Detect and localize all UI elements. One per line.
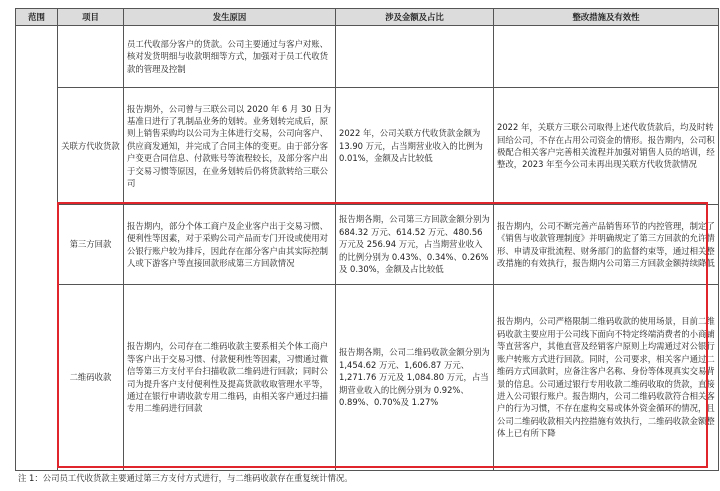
reason-cell: 报告期外，公司曾与三联公司以 2020 年 6 月 30 日为基准日进行了乳制品业务的划转。业务划转完成后，原则上销售采购均以公司为主体进行交易，公司向客户、供应商发通知，并完成了合同主体的变更。由于部分客户变更合同信息、付款账号等流程较长，及部分客户出于交易习惯等原因，在业务划转后仍将货款转给三联公司 [124,88,336,205]
item-cell: 二维码收款 [58,285,124,471]
header-measure: 整改措施及有效性 [494,9,719,26]
measure-cell [494,26,719,88]
item-cell: 关联方代收货款 [58,88,124,205]
amount-cell [336,26,494,88]
header-item: 项目 [58,9,124,26]
scope-cell [16,26,58,471]
header-reason: 发生原因 [124,9,336,26]
table-row [16,285,719,471]
table-row [16,205,719,285]
measure-cell: 报告期内，公司不断完善产品销售环节的内控管理，制定了《销售与收款管理制度》并明确规定了第三方回款的允许情形、申请及审批流程、财务部门的监督约束等，通过相关整改措施的有效执行，报告期内公司第三方回款金额持续降低 [494,205,719,285]
amount-cell: 2022 年，公司关联方代收货款金额为 13.90 万元，占当期营业收入的比例为 0.01%，金额及占比较低 [336,88,494,205]
item-cell: 第三方回款 [58,205,124,285]
header-row [16,9,719,26]
footnote: 注 1：公司员工代收货款主要通过第三方支付方式进行，与二维码收款存在重复统计情况。 [18,473,353,483]
amount-cell: 报告期各期，公司二维码收款金额分别为 1,454.62 万元、1,606.87 万元、1,271.76 万元及 1,084.80 万元，占当期营业收入的比例分别为 0.92%、0.89%、0.70%及 1.27% [336,285,494,471]
item-cell [58,26,124,88]
reason-cell: 报告期内，部分个体工商户及企业客户出于交易习惯、便利性等因素，对于采购公司产品而专门开设或使用对公银行账户较为排斥，因此存在部分客户由其实际控制人或下游客户等直接回款形成第三方回款情况 [124,205,336,285]
measure-cell: 报告期内，公司严格限制二维码收款的使用场景，目前二维码收款主要应用于公司线下面向不特定终端消费者的小商铺等直营客户，其他直营及经销客户原则上均需通过对公银行账户转账方式进行回款。同时，公司要求，相关客户通过二维码方式回款时，应备注客户名称、身份等体现真实交易背景的信息。公司通过银行专用收款二维码收取的货款，直接进入公司银行账户。报告期内，公司二维码收款符合相关客户的行为习惯，不存在虚构交易或体外资金循环的情况，且公司二维码收款相关内控措施有效执行，二维码收款金额整体上已有所下降 [494,285,719,471]
header-amount: 涉及金额及占比 [336,9,494,26]
header-scope: 范围 [16,9,58,26]
table-row [16,26,719,88]
measure-cell: 2022 年，关联方三联公司取得上述代收货款后，均及时转回给公司，不存在占用公司资金的情形。报告期内，公司积极配合相关客户完善相关流程并加强对销售人员的培训，经整改，2023 年至今公司未再出现关联方代收货款情况 [494,88,719,205]
amount-cell: 报告期各期，公司第三方回款金额分别为 684.32 万元、614.52 万元、480.56 万元及 256.94 万元，占当期营业收入的比例分别为 0.43%、0.34%、0.26% 及 0.30%，金额及占比较低 [336,205,494,285]
reform-table [15,8,719,471]
reason-cell: 员工代收部分客户的货款。公司主要通过与客户对账、核对发货明细与收款明细等方式，加强对于员工代收货款的管理及控制 [124,26,336,88]
table-row [16,88,719,205]
reason-cell: 报告期内，公司存在二维码收款主要系相关个体工商户等客户出于交易习惯、付款便利性等因素，习惯通过微信等第三方支付平台扫描收款二维码进行回款；同时公司为提升客户支付便利性及提高货款收取管理水平等，通过在银行申请收款专用二维码，由相关客户通过扫描专用二维码进行回款 [124,285,336,471]
